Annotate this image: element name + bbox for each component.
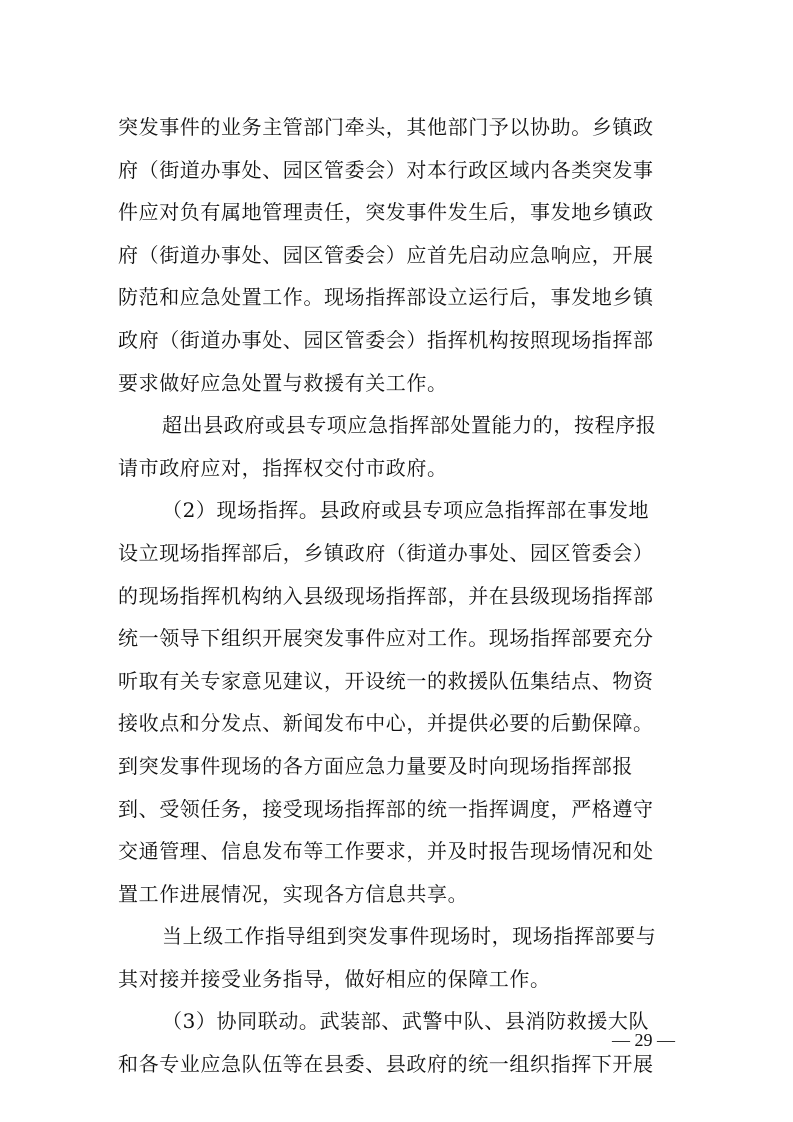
text-line: 的现场指挥机构纳入县级现场指挥部，并在县级现场指挥部 <box>118 583 654 608</box>
text-line: 到突发事件现场的各方面应急力量要及时向现场指挥部报 <box>118 753 633 778</box>
text-line: 防范和应急处置工作。现场指挥部设立运行后，事发地乡镇 <box>118 285 654 310</box>
text-line: 政府（街道办事处、园区管委会）指挥机构按照现场指挥部 <box>118 327 654 352</box>
text-line: 超出县政府或县专项应急指挥部处置能力的，按程序报 <box>162 413 657 438</box>
text-line: 置工作进展情况，实现各方信息共享。 <box>118 881 469 906</box>
text-line: 请市政府应对，指挥权交付市政府。 <box>118 455 448 480</box>
text-line: 到、受领任务，接受现场指挥部的统一指挥调度，严格遵守 <box>118 796 654 821</box>
text-line: （2）现场指挥。县政府或县专项应急指挥部在事发地 <box>162 498 650 523</box>
body-text <box>118 106 678 1086</box>
page-number: — 29 — <box>612 1030 675 1050</box>
text-line: 府（街道办事处、园区管委会）对本行政区域内各类突发事 <box>118 157 654 182</box>
text-line: 接收点和分发点、新闻发布中心，并提供必要的后勤保障。 <box>118 711 654 736</box>
text-line: 统一领导下组织开展突发事件应对工作。现场指挥部要充分 <box>118 626 654 651</box>
text-line: 设立现场指挥部后，乡镇政府（街道办事处、园区管委会） <box>118 540 654 565</box>
text-line: 其对接并接受业务指导，做好相应的保障工作。 <box>118 966 551 991</box>
text-line: 要求做好应急处置与救援有关工作。 <box>118 370 448 395</box>
text-line: 和各专业应急队伍等在县委、县政府的统一组织指挥下开展 <box>118 1052 654 1077</box>
text-line: 府（街道办事处、园区管委会）应首先启动应急响应，开展 <box>118 242 654 267</box>
text-line: 突发事件的业务主管部门牵头，其他部门予以协助。乡镇政 <box>118 115 654 139</box>
text-line: 听取有关专家意见建议，开设统一的救援队伍集结点、物资 <box>118 668 654 693</box>
text-line: （3）协同联动。武装部、武警中队、县消防救援大队 <box>162 1009 650 1034</box>
text-line: 件应对负有属地管理责任，突发事件发生后，事发地乡镇政 <box>118 200 654 225</box>
text-line: 交通管理、信息发布等工作要求，并及时报告现场情况和处 <box>118 839 654 864</box>
text-line: 当上级工作指导组到突发事件现场时，现场指挥部要与 <box>162 924 657 949</box>
